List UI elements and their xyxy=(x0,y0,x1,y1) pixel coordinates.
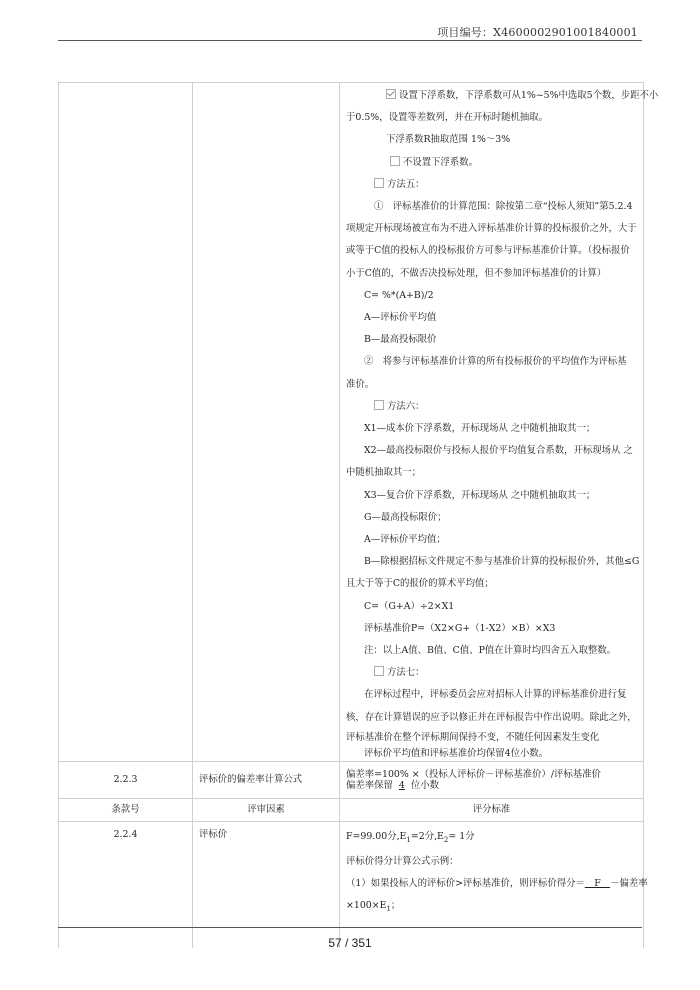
header-scoring-criteria: 评分标准 xyxy=(340,798,644,821)
scoring-table xyxy=(58,82,659,948)
clause-number: 2.2.4 xyxy=(59,821,193,948)
table-row xyxy=(59,821,644,948)
checkbox-checked-icon[interactable] xyxy=(386,89,396,99)
clause-number: 2.2.3 xyxy=(59,761,193,798)
factor-cell xyxy=(193,83,340,762)
checkbox-unchecked-icon[interactable] xyxy=(390,156,400,166)
project-code: 项目编号：X4600002901001840001 xyxy=(437,26,638,39)
table-row xyxy=(59,83,644,762)
page-number: 57 / 351 xyxy=(328,936,372,950)
clause-number-cell xyxy=(59,83,193,762)
scoring-criteria: F=99.00分$,E_1=2$分$,E_2= 1$分 评标价得分计算公式示例： （1）如果投标人的评标价>评标基准价，则评标价得分＝ F －偏差率 $\times 100\times E_1$； xyxy=(340,821,644,948)
criteria-cell: 设置下浮系数，下浮系数可从1%~5%中选取5个数，步距不小 于0.5%，设置等差数列，并在开标时随机抽取。 下浮系数R抽取范围 1%～3% 不设置下浮系数。 方法五： ① 评标基准价的计算范围：除按第二章“投标人须知”第5.2.4 项规定开标现场被宣布为不进入评标基准价计算的投标报价之外，大于 或等于C值的投标人的投标报价方可参与评标基准价计算。（投标报价 小于C值的，不做否决投标处理，但不参加评标基准价的计算） C= %*(A+B)/2 A—评标价平均值 B—最高投标限价 ② 将参与评标基准价计算的所有投标报价的平均值作为评标基 准价。 方法六： X1—成本价下浮系数，开标现场从 之中随机抽取其一； X2—最高投标限价与投标人报价平均值复合系数，开标现场从 之 中随机抽取其一； X3—复合价下浮系数，开标现场从 之中随机抽取其一； G—最高投标限价； A—评标价平均值； B—除根据招标文件规定不参与基准价计算的投标报价外，其他≤G 且大于等于C的报价的算术平均值； C=（G+A）÷2×X1 评标基准价P=（X2×G+（1-X2）×B）×X3 注：以上A值、B值、C值、P值在计算时均四舍五入取整数。 方法七： 在评标过程中，评标委员会应对招标人计算的评标基准价进行复 核，存在计算错误的应予以修正并在评标报告中作出说明。除此之外， 评标基准价在整个评标期间保持不变，不随任何因素发生变化 评标价平均值和评标基准价均保留4位小数。 xyxy=(340,83,644,762)
checkbox-unchecked-icon[interactable] xyxy=(374,666,384,676)
deviation-rate-formula: 偏差率=100% ×（投标人评标价－评标基准价）/评标基准价 偏差率保留 4 位小数 xyxy=(340,761,644,798)
checkbox-unchecked-icon[interactable] xyxy=(374,400,384,410)
review-factor: 评标价的偏差率计算公式 xyxy=(193,761,340,798)
table-row xyxy=(59,761,644,798)
header-divider xyxy=(58,40,642,41)
header-review-factor: 评审因素 xyxy=(193,798,340,821)
table-header-row xyxy=(59,798,644,821)
review-factor: 评标价 xyxy=(193,821,340,948)
footer-divider xyxy=(58,927,642,928)
checkbox-unchecked-icon[interactable] xyxy=(374,178,384,188)
header-clause-number: 条款号 xyxy=(59,798,193,821)
